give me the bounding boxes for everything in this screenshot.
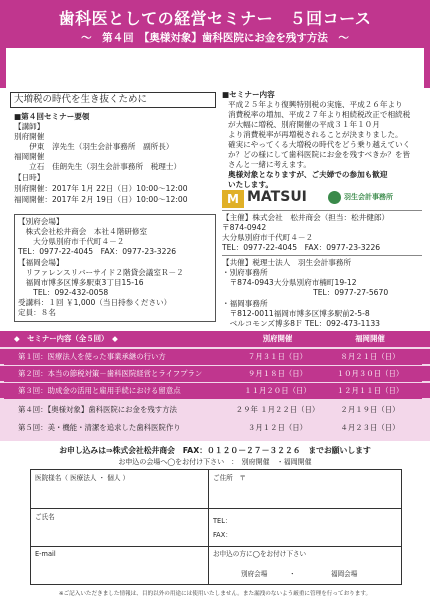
schedule-title: 第３回：助成金の活用と雇用手続における留意点 (18, 386, 181, 395)
schedule-fukuoka: ８月２１日（日） (340, 352, 400, 361)
application-line: お申し込みは⇒株式会社松井商会 FAX：０１２０－２７－３２２６ までお願いします (59, 446, 371, 455)
schedule-beppu: ７月３１日（日） (247, 352, 308, 361)
content-line: 確実にやってくる大増税の時代をどう乗り越えていく (228, 140, 411, 149)
outline-heading: ■第４回セミナー要領 (14, 112, 90, 121)
venue-option-separator: ・ (289, 570, 296, 578)
email-label: E-mail (35, 550, 56, 558)
schedule-col-beppu: 別府開催 (262, 334, 293, 343)
schedule-beppu: ３月１２日（日） (247, 423, 308, 432)
venue-line: 【別府会場】 (18, 217, 64, 226)
application-venue-line: お申込の会場へ◯をお付け下さい ： 別府開催 ・福岡開催 (118, 458, 312, 466)
content-line: が大幅に増税、別府開催の平成３１年１０月 (228, 120, 380, 129)
clinic-label: 医院様名（ 医療法人 ・ 個人 ） (35, 474, 130, 482)
fax-label: FAX： (213, 531, 232, 539)
page-title: 歯科医としての経営セミナー ５回コース (58, 9, 372, 28)
schedule-heading: ◆ セミナー内容（全５回） ◆ (14, 334, 118, 343)
address-label: ご住所 〒 (213, 474, 246, 482)
schedule-beppu: ２９年 １月２２日（日） (235, 405, 320, 414)
schedule-title: 第１回：医療法人を使った事業承継の行い方 (18, 352, 166, 361)
content-line: か？どの様にして歯科医院にお金を残すべきか？を皆 (228, 150, 411, 159)
venue-line: TEL：092-432-0058 (18, 288, 109, 297)
co-organizer-line: ・別府事務所 (222, 268, 268, 277)
table-row (0, 349, 430, 364)
outline-line: 福岡開催：2017年 2月 19日（日）10:00～12:00 (14, 195, 188, 204)
completed-strike (4, 398, 422, 399)
outline-line: 別府開催 (14, 132, 45, 141)
co-organizer-line: 【共催】税理士法人 羽生会計事務所 (222, 258, 352, 267)
matsui-logo-icon: M (222, 190, 244, 208)
content-line: 平成２５年より復興特別税の実施、平成２６年より (228, 100, 403, 109)
organizer-line: 【主催】株式会社 松井商会（担当：松井健郎） (222, 213, 390, 222)
co-organizer-line: ・福岡事務所 (222, 299, 268, 308)
table-row (0, 366, 430, 381)
organizer-line: TEL：0977-22-4045 FAX：0977-23-3226 (222, 243, 381, 252)
venue-line: 大分県別府市千代町４－２ (18, 237, 125, 246)
content-heading: ■セミナー内容 (222, 90, 275, 99)
venue-line: TEL：0977-22-4045 FAX：0977-23-3226 (18, 247, 177, 256)
schedule-table (0, 347, 430, 441)
page-subtitle: ～ 第４回 【奥様対象】歯科医院にお金を残す方法 ～ (81, 32, 349, 44)
application-form (30, 469, 402, 585)
schedule-beppu: １１月２０日（日） (244, 386, 311, 395)
venue-option-beppu[interactable]: 別府会場 (241, 570, 268, 578)
schedule-fukuoka: １０月３０日（日） (336, 369, 404, 378)
divider (222, 255, 422, 256)
outline-line: 別府開催：2017年 1月 22日（日）10:00～12:00 (14, 184, 188, 193)
schedule-fukuoka: ４月２３日（日） (340, 423, 400, 432)
footer-note: ※ご記入いただきました情報は、目的以外の用途には使用いたしません。また漏洩のないよう厳重に管理を行っております。 (58, 591, 372, 597)
co-organizer-line: TEL：0977-27-5670 (222, 288, 389, 297)
tel-label: TEL： (213, 517, 232, 525)
divider (222, 210, 422, 211)
form-divider (31, 546, 401, 547)
schedule-beppu: ９月１８日（日） (247, 369, 308, 378)
form-divider (208, 470, 209, 584)
habu-logo-icon (328, 191, 341, 204)
schedule-title: 第４回：【奥様対象】歯科医院にお金を残す方法 (18, 405, 177, 414)
co-organizer-line: ベルコモンズ博多8Ｆ TEL：092-473-1133 (222, 319, 381, 328)
outline-line: 福岡開催 (14, 152, 45, 161)
content-line: いたします。 (228, 180, 273, 189)
venue-line: 【福岡会場】 (18, 258, 64, 267)
schedule-title: 第５回：美・機能・清潔を追求した歯科医院作り (18, 423, 181, 432)
schedule-title: 第２回：本当の節税対策－歯科医院経営とライフプラン (18, 369, 203, 378)
completed-strike (4, 381, 422, 382)
organizer-line: 〒874-0942 (222, 223, 267, 232)
table-row (0, 420, 430, 435)
lead-text: 大増税の時代を生き抜くために (14, 94, 148, 105)
outline-line: 伊東 淳先生（羽生会計事務所 副所長） (14, 142, 174, 151)
venue-question: お申込の方に◯をお付け下さい (213, 550, 307, 558)
schedule-fukuoka: ２月１９日（日） (340, 405, 400, 414)
matsui-logo-text: MATSUI (247, 189, 307, 205)
form-divider (31, 508, 401, 509)
content-line: 奥様対象となりますが、ご夫婦での参加も歓迎 (228, 170, 388, 179)
content-line: より消費税率が再増税されることが決まりました。 (228, 130, 403, 139)
venue-line: 定員：８名 (18, 308, 56, 317)
schedule-fukuoka: １２月１１日（日） (336, 386, 404, 395)
outline-line: 【講師】 (14, 122, 45, 131)
venue-line: 福岡市博多区博多駅東3丁目15-16 (18, 278, 144, 287)
co-organizer-line: 〒874-0943大分県別府市楠町19-12 (222, 278, 357, 287)
venue-line: リファレンスリバーサイド２階貸会議室Ｒ－２ (18, 268, 184, 277)
table-row (0, 402, 430, 417)
content-line: さんと一緒に考えます。 (228, 160, 311, 169)
venue-line: 株式会社松井商会 本社４階研修室 (18, 227, 148, 236)
outline-line: 【日時】 (14, 173, 45, 182)
name-label: ご氏名 (35, 513, 55, 521)
venue-option-fukuoka[interactable]: 福岡会場 (331, 570, 358, 578)
venue-line: 受講料：１回 ￥1,000（当日持参ください） (18, 298, 172, 307)
co-organizer-line: 〒812-0011福岡市博多区博多駅前2-5-8 (222, 309, 370, 318)
outline-line: 立石 佳朗先生（羽生会計事務所 税理士） (14, 162, 182, 171)
content-line: 消費税率の増加、平成２７年より相続税改正で相続税 (228, 110, 411, 119)
schedule-header (0, 331, 430, 347)
organizer-line: 大分県別府市千代町４－２ (222, 233, 314, 242)
schedule-col-fukuoka: 福岡開催 (355, 334, 385, 343)
table-row (0, 383, 430, 398)
habu-logo-text: 羽生会計事務所 (344, 193, 393, 201)
completed-strike (4, 364, 422, 365)
